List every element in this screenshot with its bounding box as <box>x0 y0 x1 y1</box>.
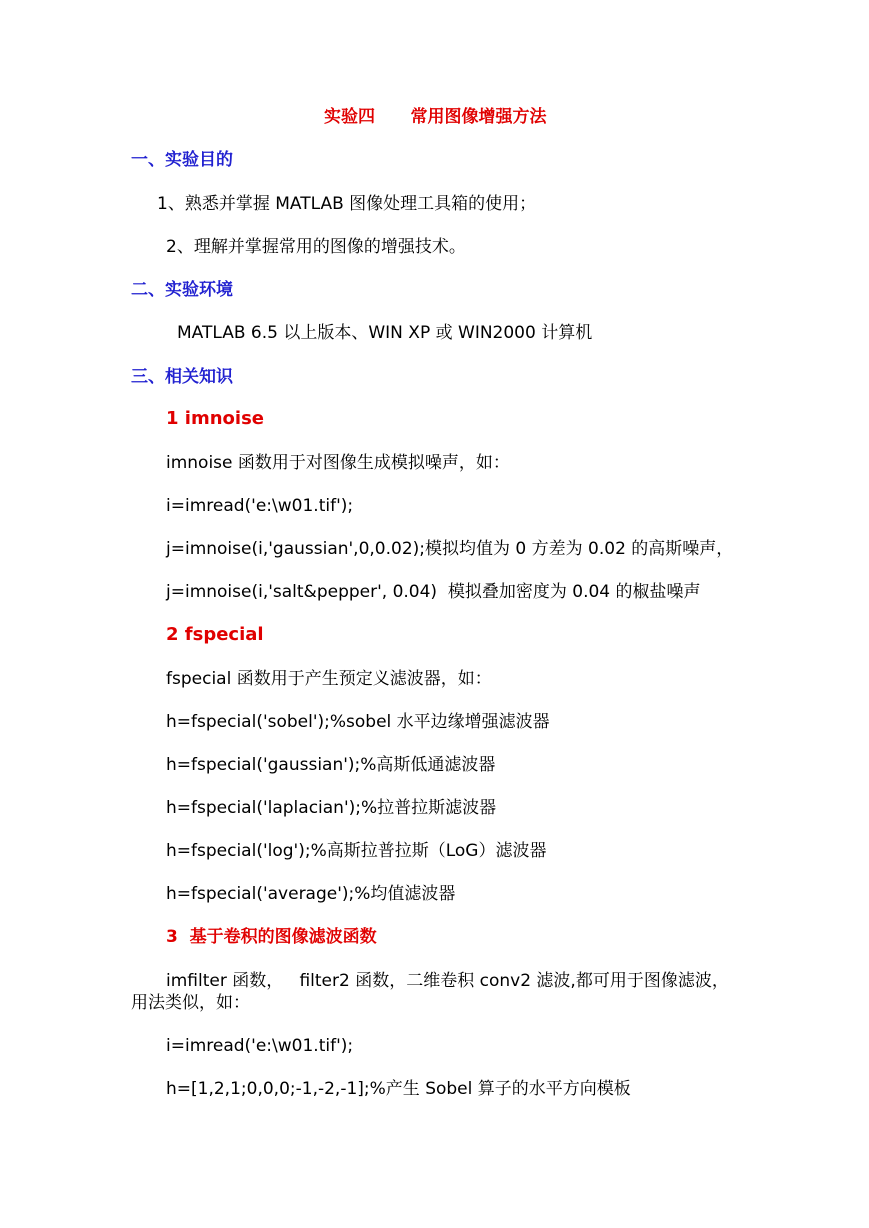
fspecial-line-4: h=fspecial('laplacian');%拉普拉斯滤波器 <box>166 798 497 818</box>
fspecial-line-3: h=fspecial('gaussian');%高斯低通滤波器 <box>166 755 496 775</box>
section-heading-environment: 二、实验环境 <box>131 280 233 300</box>
filtering-line-2: h=[1,2,1;0,0,0;-1,-2,-1];%产生 Sobel 算子的水平方向模板 <box>166 1079 631 1099</box>
environment-text: MATLAB 6.5 以上版本、WIN XP 或 WIN2000 计算机 <box>177 323 593 343</box>
subheading-filtering: 3 基于卷积的图像滤波函数 <box>166 927 377 947</box>
fspecial-line-1: fspecial 函数用于产生预定义滤波器，如： <box>166 669 492 689</box>
purpose-item-2: 2、理解并掌握常用的图像的增强技术。 <box>166 237 466 257</box>
imnoise-line-1: imnoise 函数用于对图像生成模拟噪声，如： <box>166 453 510 473</box>
section-heading-purpose: 一、实验目的 <box>131 150 233 170</box>
section-heading-knowledge: 三、相关知识 <box>131 367 233 387</box>
subheading-fspecial: 2 fspecial <box>166 624 264 645</box>
fspecial-line-5: h=fspecial('log');%高斯拉普拉斯（LoG）滤波器 <box>166 841 547 861</box>
filtering-line-1: i=imread('e:\w01.tif'); <box>166 1036 354 1056</box>
filtering-paragraph-line-1: imfilter 函数， filter2 函数，二维卷积 conv2 滤波,都可用于图像滤波， <box>166 971 729 991</box>
purpose-item-1: 1、熟悉并掌握 MATLAB 图像处理工具箱的使用； <box>157 194 537 214</box>
document-title: 实验四 常用图像增强方法 <box>324 107 547 127</box>
subheading-imnoise: 1 imnoise <box>166 408 264 429</box>
fspecial-line-2: h=fspecial('sobel');%sobel 水平边缘增强滤波器 <box>166 712 550 732</box>
imnoise-line-4: j=imnoise(i,'salt&pepper', 0.04) 模拟叠加密度为 0.04 的椒盐噪声 <box>166 582 701 602</box>
filtering-paragraph-line-2: 用法类似，如： <box>131 993 250 1013</box>
imnoise-line-3: j=imnoise(i,'gaussian',0,0.02);模拟均值为 0 方差为 0.02 的高斯噪声， <box>166 539 734 559</box>
imnoise-line-2: i=imread('e:\w01.tif'); <box>166 496 354 516</box>
fspecial-line-6: h=fspecial('average');%均值滤波器 <box>166 884 456 904</box>
